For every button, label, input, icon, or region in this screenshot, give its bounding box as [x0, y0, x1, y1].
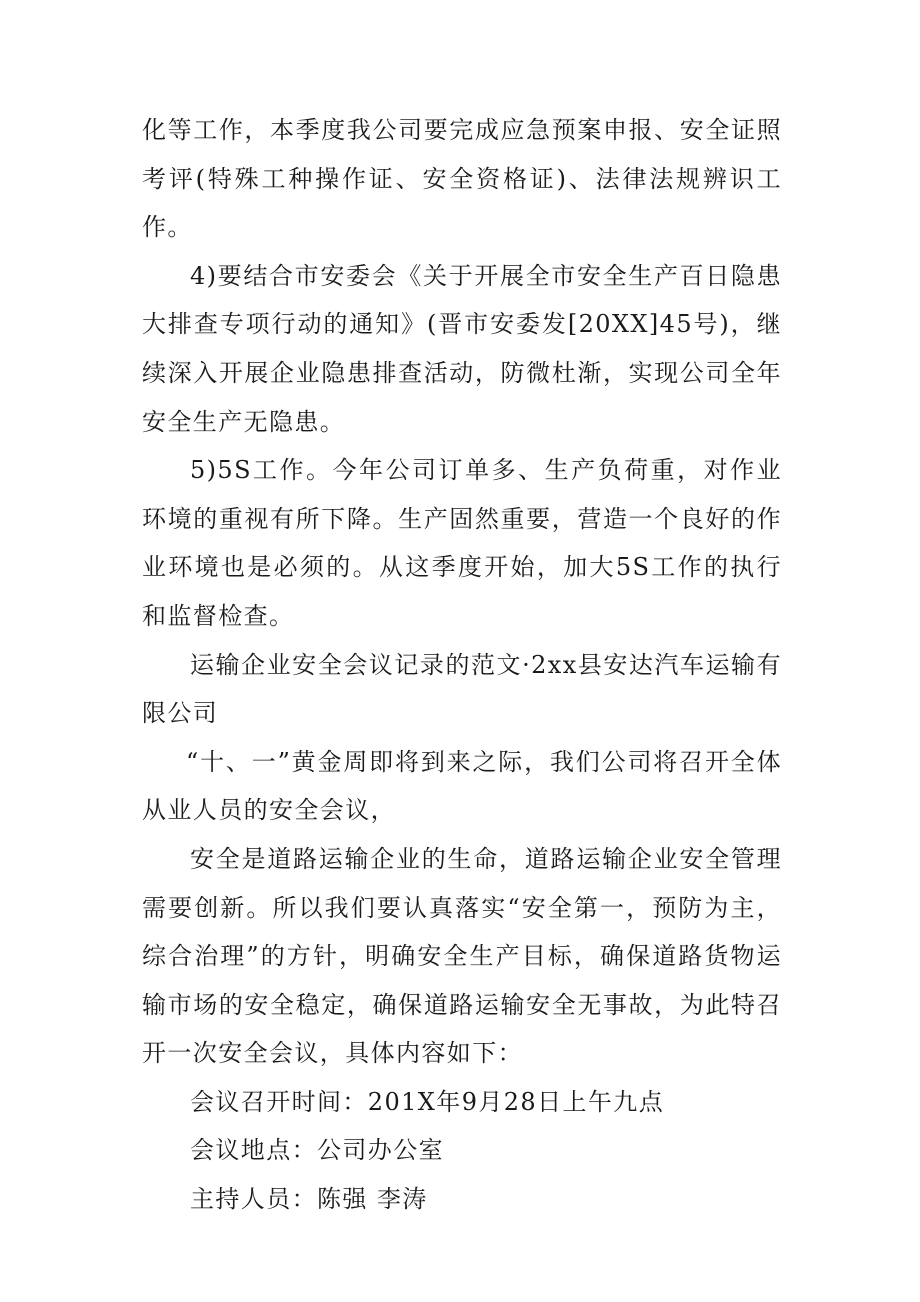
paragraph-5s-work: 5)5S工作。今年公司订单多、生产负荷重，对作业环境的重视有所下降。生产固然重要，营造一个良好的作业环境也是必须的。从这季度开始，加大5S工作的执行和监督检查。: [142, 456, 782, 630]
paragraph-hazard-inspection: 4)要结合市安委会《关于开展全市安全生产百日隐患大排查专项行动的通知》(晋市安委发[20XX]45号)，继续深入开展企业隐患排查活动，防微杜渐，实现公司全年安全生产无隐患。: [142, 261, 782, 436]
meeting-hosts: 主持人员：陈强 李涛: [190, 1185, 428, 1214]
meeting-location: 会议地点：公司办公室: [190, 1136, 444, 1165]
meeting-time: 会议召开时间：201X年9月28日上午九点: [190, 1087, 665, 1116]
section-heading: 运输企业安全会议记录的范文·2xx县安达汽车运输有限公司: [142, 650, 782, 728]
paragraph-work-items: 化等工作，本季度我公司要完成应急预案申报、安全证照考评(特殊工种操作证、安全资格证)、法律法规辨识工作。: [142, 116, 782, 242]
document-body: [142, 106, 782, 1224]
paragraph-meeting-intro: “十、一”黄金周即将到来之际，我们公司将召开全体从业人员的安全会议，: [142, 747, 782, 825]
paragraph-safety-principles: 安全是道路运输企业的生命，道路运输企业安全管理需要创新。所以我们要认真落实“安全第一，预防为主，综合治理”的方针，明确安全生产目标，确保道路货物运输市场的安全稳定，确保道路运输安全无事故，为此特召开一次安全会议，具体内容如下：: [142, 844, 782, 1068]
